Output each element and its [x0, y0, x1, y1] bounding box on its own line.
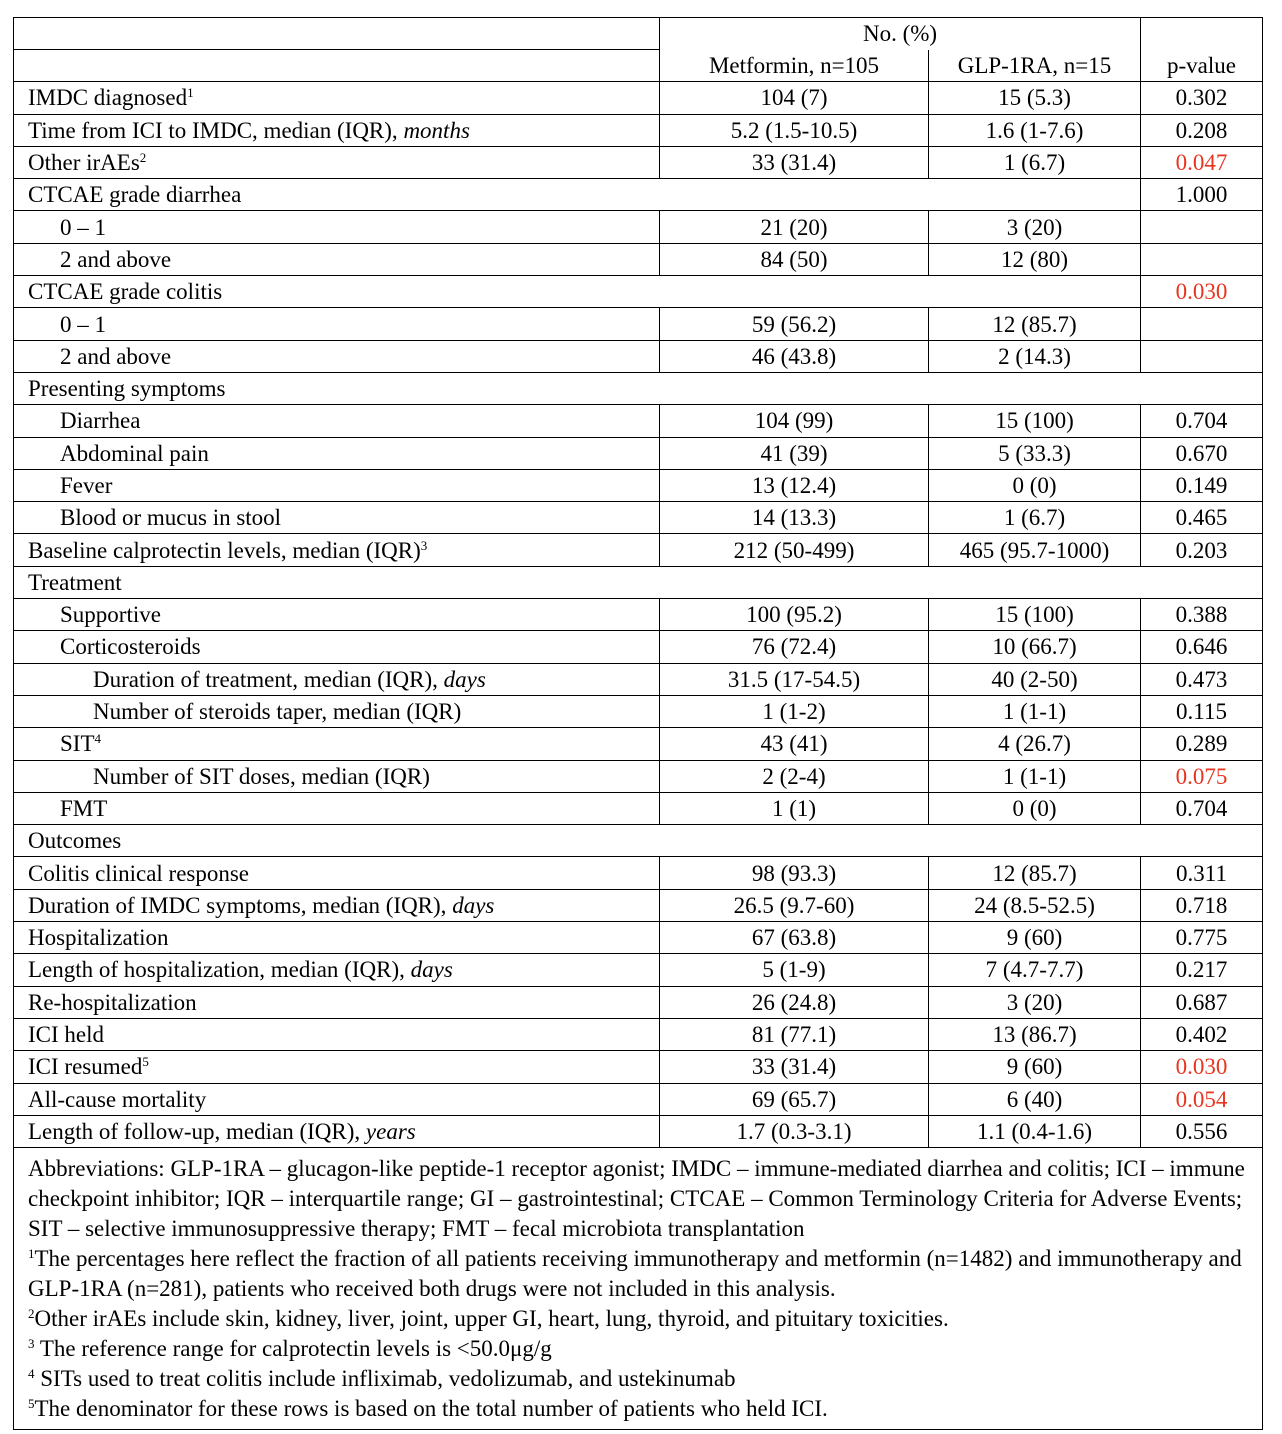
metformin-value-cell: 14 (13.3)	[660, 502, 929, 534]
p-value-cell: 0.388	[1141, 599, 1263, 631]
metformin-value-cell: 81 (77.1)	[660, 1018, 929, 1050]
footnote-line	[28, 1304, 1254, 1334]
table-row	[14, 82, 1263, 114]
footnote-text: Abbreviations: GLP-1RA – glucagon-like peptide-1 receptor agonist; IMDC – immune-mediated diarrhea and colitis; ICI – immune checkpoint inhibitor; IQR – interquartile range; GI – gastrointestinal; CTCAE – Common Terminology Criteria for Adverse Events; SIT – selective immunosuppressive therapy; FMT – fecal microbiota transplantation	[28, 1156, 1245, 1242]
table-row	[14, 502, 1263, 534]
header-empty-p-cell	[1141, 18, 1263, 50]
metformin-value-cell: 41 (39)	[660, 437, 929, 469]
metformin-value-cell: 21 (20)	[660, 211, 929, 243]
header-p-value: p-value	[1141, 50, 1263, 82]
row-label	[14, 954, 660, 986]
row-label	[14, 663, 660, 695]
table-row	[14, 760, 1263, 792]
row-label	[14, 857, 660, 889]
row-label-text: Colitis clinical response	[28, 860, 250, 886]
p-value-cell: 0.775	[1141, 922, 1263, 954]
row-label	[14, 1051, 660, 1083]
p-value-cell	[1141, 243, 1263, 275]
row-label-text: Treatment	[28, 569, 122, 595]
table-row	[14, 728, 1263, 760]
p-value-cell: 0.075	[1141, 760, 1263, 792]
row-label-text: Presenting symptoms	[28, 376, 226, 402]
row-label	[14, 405, 660, 437]
row-label-text: 2 and above	[60, 343, 172, 369]
row-label-text: ICI resumed	[28, 1054, 143, 1080]
table-row	[14, 599, 1263, 631]
row-label	[14, 695, 660, 727]
table-row	[14, 340, 1263, 372]
row-label	[14, 114, 660, 146]
footnote-marker: 5	[28, 1396, 35, 1412]
glp1ra-value-cell: 12 (85.7)	[929, 857, 1141, 889]
table-row	[14, 1051, 1263, 1083]
row-label	[14, 728, 660, 760]
glp1ra-value-cell: 13 (86.7)	[929, 1018, 1141, 1050]
metformin-value-cell: 26 (24.8)	[660, 986, 929, 1018]
p-value-cell: 0.670	[1141, 437, 1263, 469]
glp1ra-value-cell: 465 (95.7-1000)	[929, 534, 1141, 566]
footnote-marker: 5	[142, 1054, 149, 1070]
table-row	[14, 405, 1263, 437]
glp1ra-value-cell: 1.6 (1-7.6)	[929, 114, 1141, 146]
footnote-line	[28, 1364, 1254, 1394]
metformin-value-cell: 33 (31.4)	[660, 146, 929, 178]
table-row	[14, 179, 1263, 211]
glp1ra-value-cell: 2 (14.3)	[929, 340, 1141, 372]
metformin-value-cell: 33 (31.4)	[660, 1051, 929, 1083]
table-row	[14, 1083, 1263, 1115]
glp1ra-value-cell: 0 (0)	[929, 469, 1141, 501]
row-label	[14, 1083, 660, 1115]
table-row	[14, 954, 1263, 986]
row-label	[14, 469, 660, 501]
footnote-line	[28, 1244, 1254, 1304]
footnotes-row	[14, 1148, 1263, 1430]
footnote-marker: 2	[28, 1306, 35, 1322]
metformin-value-cell: 100 (95.2)	[660, 599, 929, 631]
metformin-value-cell: 76 (72.4)	[660, 631, 929, 663]
row-label-unit: months	[403, 117, 470, 143]
row-label	[14, 211, 660, 243]
p-value-cell: 0.302	[1141, 82, 1263, 114]
row-label-unit: years	[365, 1118, 416, 1144]
row-label	[14, 986, 660, 1018]
p-value-cell: 0.704	[1141, 405, 1263, 437]
row-label-text: SIT	[60, 731, 95, 757]
header-empty-label-cell	[14, 50, 660, 82]
table-row	[14, 243, 1263, 275]
row-label	[14, 889, 660, 921]
p-value-cell: 0.473	[1141, 663, 1263, 695]
row-label-text: All-cause mortality	[28, 1086, 207, 1112]
glp1ra-value-cell: 1.1 (0.4-1.6)	[929, 1115, 1141, 1147]
footnote-marker: 1	[187, 85, 194, 101]
row-label-unit: days	[410, 957, 453, 983]
footnote-marker: 4	[28, 1366, 35, 1382]
table-row	[14, 663, 1263, 695]
notes-body	[14, 1148, 1263, 1430]
p-value-cell: 0.208	[1141, 114, 1263, 146]
glp1ra-value-cell: 9 (60)	[929, 922, 1141, 954]
row-label-text: 2 and above	[60, 246, 172, 272]
row-label	[14, 534, 660, 566]
p-value-cell: 0.704	[1141, 792, 1263, 824]
p-value-cell: 0.465	[1141, 502, 1263, 534]
footnote-text: The denominator for these rows is based on the total number of patients who held ICI.	[34, 1396, 828, 1422]
row-label	[14, 146, 660, 178]
metformin-value-cell: 13 (12.4)	[660, 469, 929, 501]
metformin-value-cell: 67 (63.8)	[660, 922, 929, 954]
row-label-text: ICI held	[28, 1022, 105, 1048]
table-row	[14, 1115, 1263, 1147]
row-label	[14, 922, 660, 954]
comparison-table-document	[13, 17, 1262, 1430]
table-row	[14, 534, 1263, 566]
row-label-text: Re-hospitalization	[28, 989, 197, 1015]
row-label-text: Other irAEs	[28, 150, 140, 176]
glp1ra-value-cell: 7 (4.7-7.7)	[929, 954, 1141, 986]
footnote-text: The percentages here reflect the fraction of all patients receiving immunotherapy and metformin (n=1482) and immunotherapy and GLP-1RA (n=281), patients who received both drugs were not included in this analysis.	[28, 1246, 1242, 1302]
p-value-cell: 0.646	[1141, 631, 1263, 663]
row-label-text: Hospitalization	[28, 925, 169, 951]
glp1ra-value-cell: 15 (5.3)	[929, 82, 1141, 114]
row-label	[14, 340, 660, 372]
footnote-marker: 3	[420, 537, 428, 553]
p-value-cell	[1141, 340, 1263, 372]
table-row	[14, 1018, 1263, 1050]
table-row	[14, 114, 1263, 146]
glp1ra-value-cell: 1 (6.7)	[929, 502, 1141, 534]
row-label-text: Length of follow-up, median (IQR),	[28, 1118, 366, 1144]
row-label-text: Baseline calprotectin levels, median (IQR)	[28, 537, 421, 563]
footnote-marker: 2	[139, 150, 147, 166]
row-label-text: Number of steroids taper, median (IQR)	[93, 699, 462, 725]
row-label-text: CTCAE grade colitis	[28, 279, 223, 305]
glp1ra-value-cell: 40 (2-50)	[929, 663, 1141, 695]
glp1ra-value-cell: 0 (0)	[929, 792, 1141, 824]
row-label-text: Time from ICI to IMDC, median (IQR),	[28, 117, 404, 143]
metformin-value-cell: 104 (7)	[660, 82, 929, 114]
footnote-line	[28, 1154, 1254, 1244]
row-label	[14, 308, 660, 340]
table-row	[14, 695, 1263, 727]
metformin-value-cell: 1 (1-2)	[660, 695, 929, 727]
p-value-cell: 0.402	[1141, 1018, 1263, 1050]
row-label	[14, 792, 660, 824]
row-label-text: Corticosteroids	[60, 634, 201, 660]
metformin-value-cell: 5 (1-9)	[660, 954, 929, 986]
footnote-marker: 3	[28, 1336, 35, 1352]
table-row	[14, 986, 1263, 1018]
p-value-cell: 0.030	[1141, 1051, 1263, 1083]
row-label-text: 0 – 1	[60, 311, 106, 337]
p-value-cell: 0.030	[1141, 276, 1263, 308]
glp1ra-value-cell: 6 (40)	[929, 1083, 1141, 1115]
row-label	[14, 631, 660, 663]
header-empty-cell	[14, 18, 660, 50]
p-value-cell: 0.149	[1141, 469, 1263, 501]
p-value-cell: 0.217	[1141, 954, 1263, 986]
metformin-value-cell: 1.7 (0.3-3.1)	[660, 1115, 929, 1147]
row-label-text: FMT	[60, 795, 108, 821]
table-row	[14, 469, 1263, 501]
row-label	[14, 825, 1263, 857]
metformin-value-cell: 5.2 (1.5-10.5)	[660, 114, 929, 146]
row-label-text: 0 – 1	[60, 214, 106, 240]
p-value-cell: 0.054	[1141, 1083, 1263, 1115]
metformin-value-cell: 1 (1)	[660, 792, 929, 824]
p-value-cell: 1.000	[1141, 179, 1263, 211]
metformin-value-cell: 212 (50-499)	[660, 534, 929, 566]
glp1ra-value-cell: 15 (100)	[929, 599, 1141, 631]
glp1ra-value-cell: 1 (1-1)	[929, 695, 1141, 727]
header-group-label: No. (%)	[660, 18, 1141, 50]
header-row-group	[14, 18, 1263, 50]
glp1ra-value-cell: 1 (6.7)	[929, 146, 1141, 178]
glp1ra-value-cell: 24 (8.5-52.5)	[929, 889, 1141, 921]
header-metformin: Metformin, n=105	[660, 50, 929, 82]
table-body	[14, 18, 1263, 1148]
row-label-text: Duration of IMDC symptoms, median (IQR),	[28, 892, 453, 918]
glp1ra-value-cell: 15 (100)	[929, 405, 1141, 437]
p-value-cell	[1141, 308, 1263, 340]
metformin-value-cell: 31.5 (17-54.5)	[660, 663, 929, 695]
metformin-value-cell: 104 (99)	[660, 405, 929, 437]
glp1ra-value-cell: 9 (60)	[929, 1051, 1141, 1083]
row-label-text: Number of SIT doses, median (IQR)	[93, 763, 430, 789]
metformin-value-cell: 69 (65.7)	[660, 1083, 929, 1115]
glp1ra-value-cell: 3 (20)	[929, 211, 1141, 243]
table-row	[14, 922, 1263, 954]
row-label-text: IMDC diagnosed	[28, 85, 188, 111]
table-row	[14, 276, 1263, 308]
footnote-text: Other irAEs include skin, kidney, liver, joint, upper GI, heart, lung, thyroid, and pituitary toxicities.	[34, 1306, 949, 1332]
row-label-text: CTCAE grade diarrhea	[28, 182, 242, 208]
metformin-value-cell: 2 (2-4)	[660, 760, 929, 792]
metformin-value-cell: 98 (93.3)	[660, 857, 929, 889]
footnote-line	[28, 1334, 1254, 1364]
footnote-text: SITs used to treat colitis include infliximab, vedolizumab, and ustekinumab	[34, 1366, 736, 1392]
p-value-cell: 0.556	[1141, 1115, 1263, 1147]
footnote-marker: 1	[28, 1246, 35, 1262]
row-label	[14, 372, 1263, 404]
table-row	[14, 566, 1263, 598]
table-row	[14, 792, 1263, 824]
p-value-cell: 0.289	[1141, 728, 1263, 760]
p-value-cell	[1141, 211, 1263, 243]
p-value-cell: 0.203	[1141, 534, 1263, 566]
row-label	[14, 599, 660, 631]
metformin-value-cell: 59 (56.2)	[660, 308, 929, 340]
row-label	[14, 243, 660, 275]
header-glp1ra: GLP-1RA, n=15	[929, 50, 1141, 82]
row-label-text: Length of hospitalization, median (IQR),	[28, 957, 411, 983]
glp1ra-value-cell: 4 (26.7)	[929, 728, 1141, 760]
glp1ra-value-cell: 12 (85.7)	[929, 308, 1141, 340]
row-label	[14, 179, 1141, 211]
row-label	[14, 760, 660, 792]
p-value-cell: 0.047	[1141, 146, 1263, 178]
table-row	[14, 437, 1263, 469]
table-row	[14, 631, 1263, 663]
glp1ra-value-cell: 1 (1-1)	[929, 760, 1141, 792]
table-row	[14, 889, 1263, 921]
row-label	[14, 1018, 660, 1050]
table-row	[14, 211, 1263, 243]
p-value-cell: 0.311	[1141, 857, 1263, 889]
row-label-text: Diarrhea	[60, 408, 141, 434]
row-label-text: Duration of treatment, median (IQR),	[93, 666, 444, 692]
row-label	[14, 82, 660, 114]
row-label-text: Outcomes	[28, 828, 122, 854]
table-row	[14, 308, 1263, 340]
row-label	[14, 1115, 660, 1147]
metformin-value-cell: 26.5 (9.7-60)	[660, 889, 929, 921]
row-label-text: Abdominal pain	[60, 440, 209, 466]
row-label-text: Supportive	[60, 602, 161, 628]
row-label-unit: days	[452, 892, 495, 918]
table-row	[14, 825, 1263, 857]
row-label	[14, 566, 1263, 598]
p-value-cell: 0.718	[1141, 889, 1263, 921]
footnote-line	[28, 1394, 1254, 1424]
table-row	[14, 146, 1263, 178]
table-row	[14, 857, 1263, 889]
header-row-columns	[14, 50, 1263, 82]
metformin-value-cell: 46 (43.8)	[660, 340, 929, 372]
glp1ra-value-cell: 3 (20)	[929, 986, 1141, 1018]
row-label-text: Fever	[60, 473, 113, 498]
row-label	[14, 276, 1141, 308]
metformin-value-cell: 43 (41)	[660, 728, 929, 760]
table-row	[14, 372, 1263, 404]
footnote-marker: 4	[94, 731, 101, 747]
row-label-text: Blood or mucus in stool	[60, 505, 282, 531]
glp1ra-value-cell: 10 (66.7)	[929, 631, 1141, 663]
results-table	[13, 17, 1263, 1430]
footnotes-cell	[14, 1148, 1263, 1430]
footnote-text: The reference range for calprotectin levels is <50.0μg/g	[34, 1336, 552, 1362]
row-label-unit: days	[443, 666, 486, 692]
p-value-cell: 0.115	[1141, 695, 1263, 727]
glp1ra-value-cell: 12 (80)	[929, 243, 1141, 275]
row-label	[14, 502, 660, 534]
metformin-value-cell: 84 (50)	[660, 243, 929, 275]
row-label	[14, 437, 660, 469]
p-value-cell: 0.687	[1141, 986, 1263, 1018]
glp1ra-value-cell: 5 (33.3)	[929, 437, 1141, 469]
